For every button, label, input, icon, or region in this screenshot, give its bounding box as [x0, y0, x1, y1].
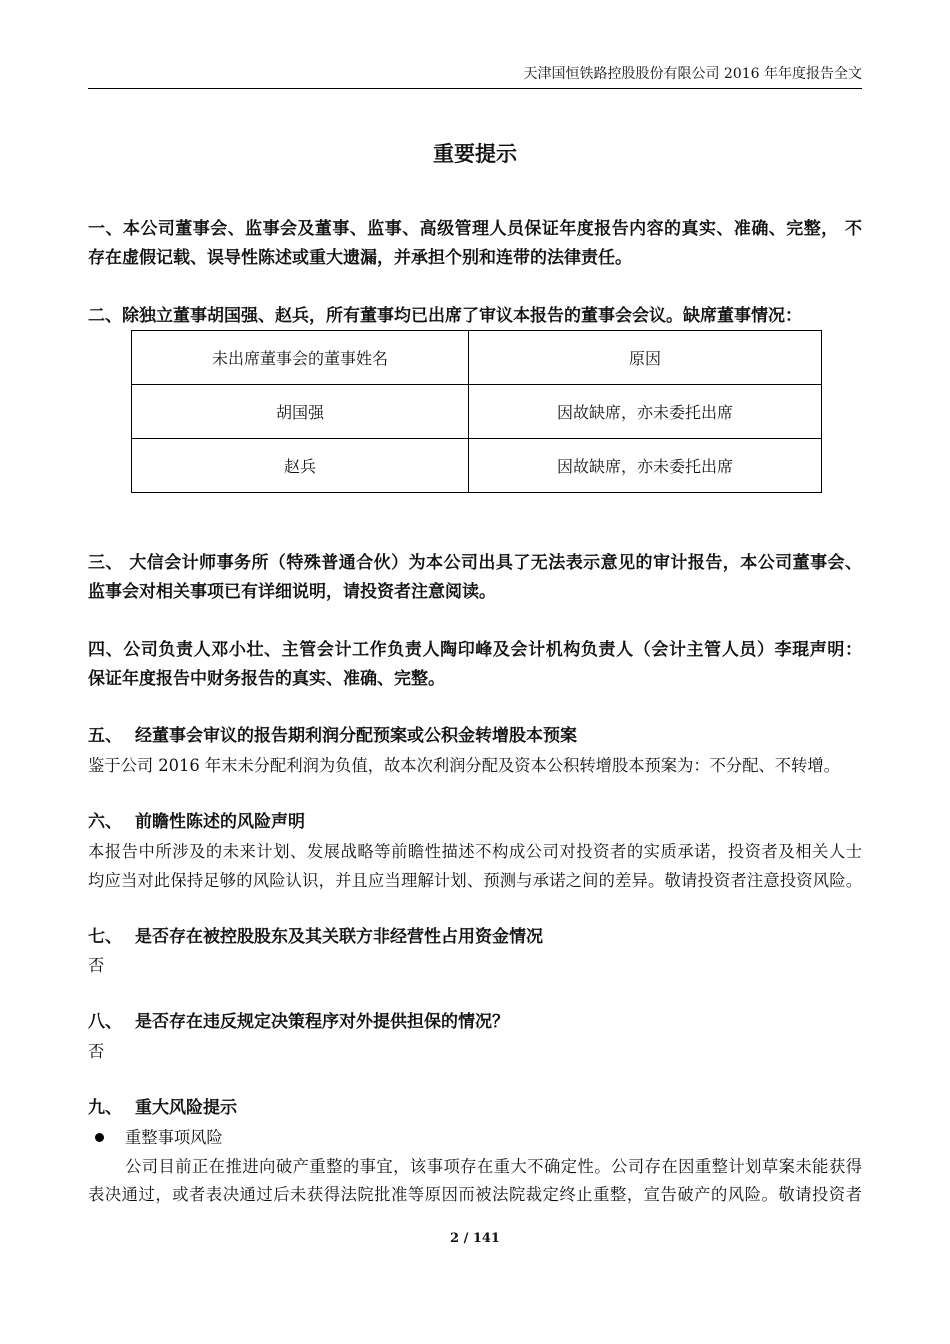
item-5-heading: [88, 722, 862, 751]
item-7-answer: 否: [88, 956, 105, 975]
item-9-heading: [88, 1094, 862, 1123]
table-cell-director-name: 赵兵: [132, 439, 469, 493]
item-7-heading: [88, 923, 862, 952]
table-cell-director-name: 胡国强: [132, 385, 469, 439]
table-header-row: [132, 331, 822, 385]
item-6-body-line-2: 均应当对此保持足够的风险认识，并且应当理解计划、预测与承诺之间的差异。敬请投资者注意投资风险。: [88, 871, 862, 890]
table-cell-absence-reason: 因故缺席，亦未委托出席: [469, 439, 822, 493]
item-7-number: 七、: [88, 927, 122, 947]
table-row: [132, 385, 822, 439]
item-5-body-line-1: 鉴于公司 2016 年末未分配利润为负值，故本次利润分配及资本公积转增股本预案为：不分配、不转增。: [88, 756, 840, 775]
item-9-body-line-2: 表决通过，或者表决通过后未获得法院批准等原因而被法院裁定终止重整，宣告破产的风险。敬请投资者: [88, 1185, 862, 1204]
item-9-body-line-1: 公司目前正在推进向破产重整的事宜，该事项存在重大不确定性。公司存在因重整计划草案未能获得: [125, 1157, 862, 1176]
item-3-line-1: 三、 大信会计师事务所（特殊普通合伙）为本公司出具了无法表示意见的审计报告，本公司董事会、: [88, 553, 862, 573]
item-6-body-line-1: 本报告中所涉及的未来计划、发展战略等前瞻性描述不构成公司对投资者的实质承诺，投资者及相关人士: [88, 842, 862, 861]
item-8-answer: 否: [88, 1042, 105, 1061]
item-5-title: 经董事会审议的报告期利润分配预案或公积金转增股本预案: [135, 726, 577, 746]
item-4-line-2: 保证年度报告中财务报告的真实、准确、完整。: [88, 669, 445, 689]
item-6-heading: [88, 808, 862, 837]
table-header-cell-reason: 原因: [469, 331, 822, 385]
page-number: 2 / 141: [450, 1231, 500, 1246]
absent-directors-table: [131, 330, 819, 492]
item-9-title: 重大风险提示: [135, 1098, 237, 1118]
risk-title: 重整事项风险: [125, 1128, 223, 1147]
item-6-number: 六、: [88, 812, 122, 832]
item-8-heading: [88, 1008, 862, 1037]
item-7-title: 是否存在被控股股东及其关联方非经营性占用资金情况: [135, 927, 543, 947]
running-header-title: 天津国恒铁路控股股份有限公司 2016 年年度报告全文: [523, 66, 862, 82]
page-title: 重要提示: [433, 141, 517, 166]
item-9-number: 九、: [88, 1098, 122, 1118]
item-8-number: 八、: [88, 1012, 122, 1032]
item-6-title: 前瞻性陈述的风险声明: [135, 812, 305, 832]
item-2-line-1: 二、除独立董事胡国强、赵兵，所有董事均已出席了审议本报告的董事会会议。缺席董事情况：: [88, 306, 802, 326]
item-8-title: 是否存在违反规定决策程序对外提供担保的情况？: [135, 1012, 509, 1032]
item-4-line-1: 四、公司负责人邓小壮、主管会计工作负责人陶印峰及会计机构负责人（会计主管人员）李琨声明：: [88, 640, 862, 660]
item-5-number: 五、: [88, 726, 122, 746]
item-3-line-2: 监事会对相关事项已有详细说明，请投资者注意阅读。: [88, 582, 496, 602]
item-1-line-1: 一、本公司董事会、监事会及董事、监事、高级管理人员保证年度报告内容的真实、准确、完整， 不: [88, 219, 862, 239]
risk-bullet-item: [88, 1123, 862, 1152]
bullet-icon: [95, 1133, 104, 1142]
header-rule: [88, 88, 862, 89]
table-cell-absence-reason: 因故缺席，亦未委托出席: [469, 385, 822, 439]
table-row: [132, 439, 822, 493]
item-1-line-2: 存在虚假记载、误导性陈述或重大遗漏，并承担个别和连带的法律责任。: [88, 248, 632, 268]
table-header-cell-name: 未出席董事会的董事姓名: [132, 331, 469, 385]
